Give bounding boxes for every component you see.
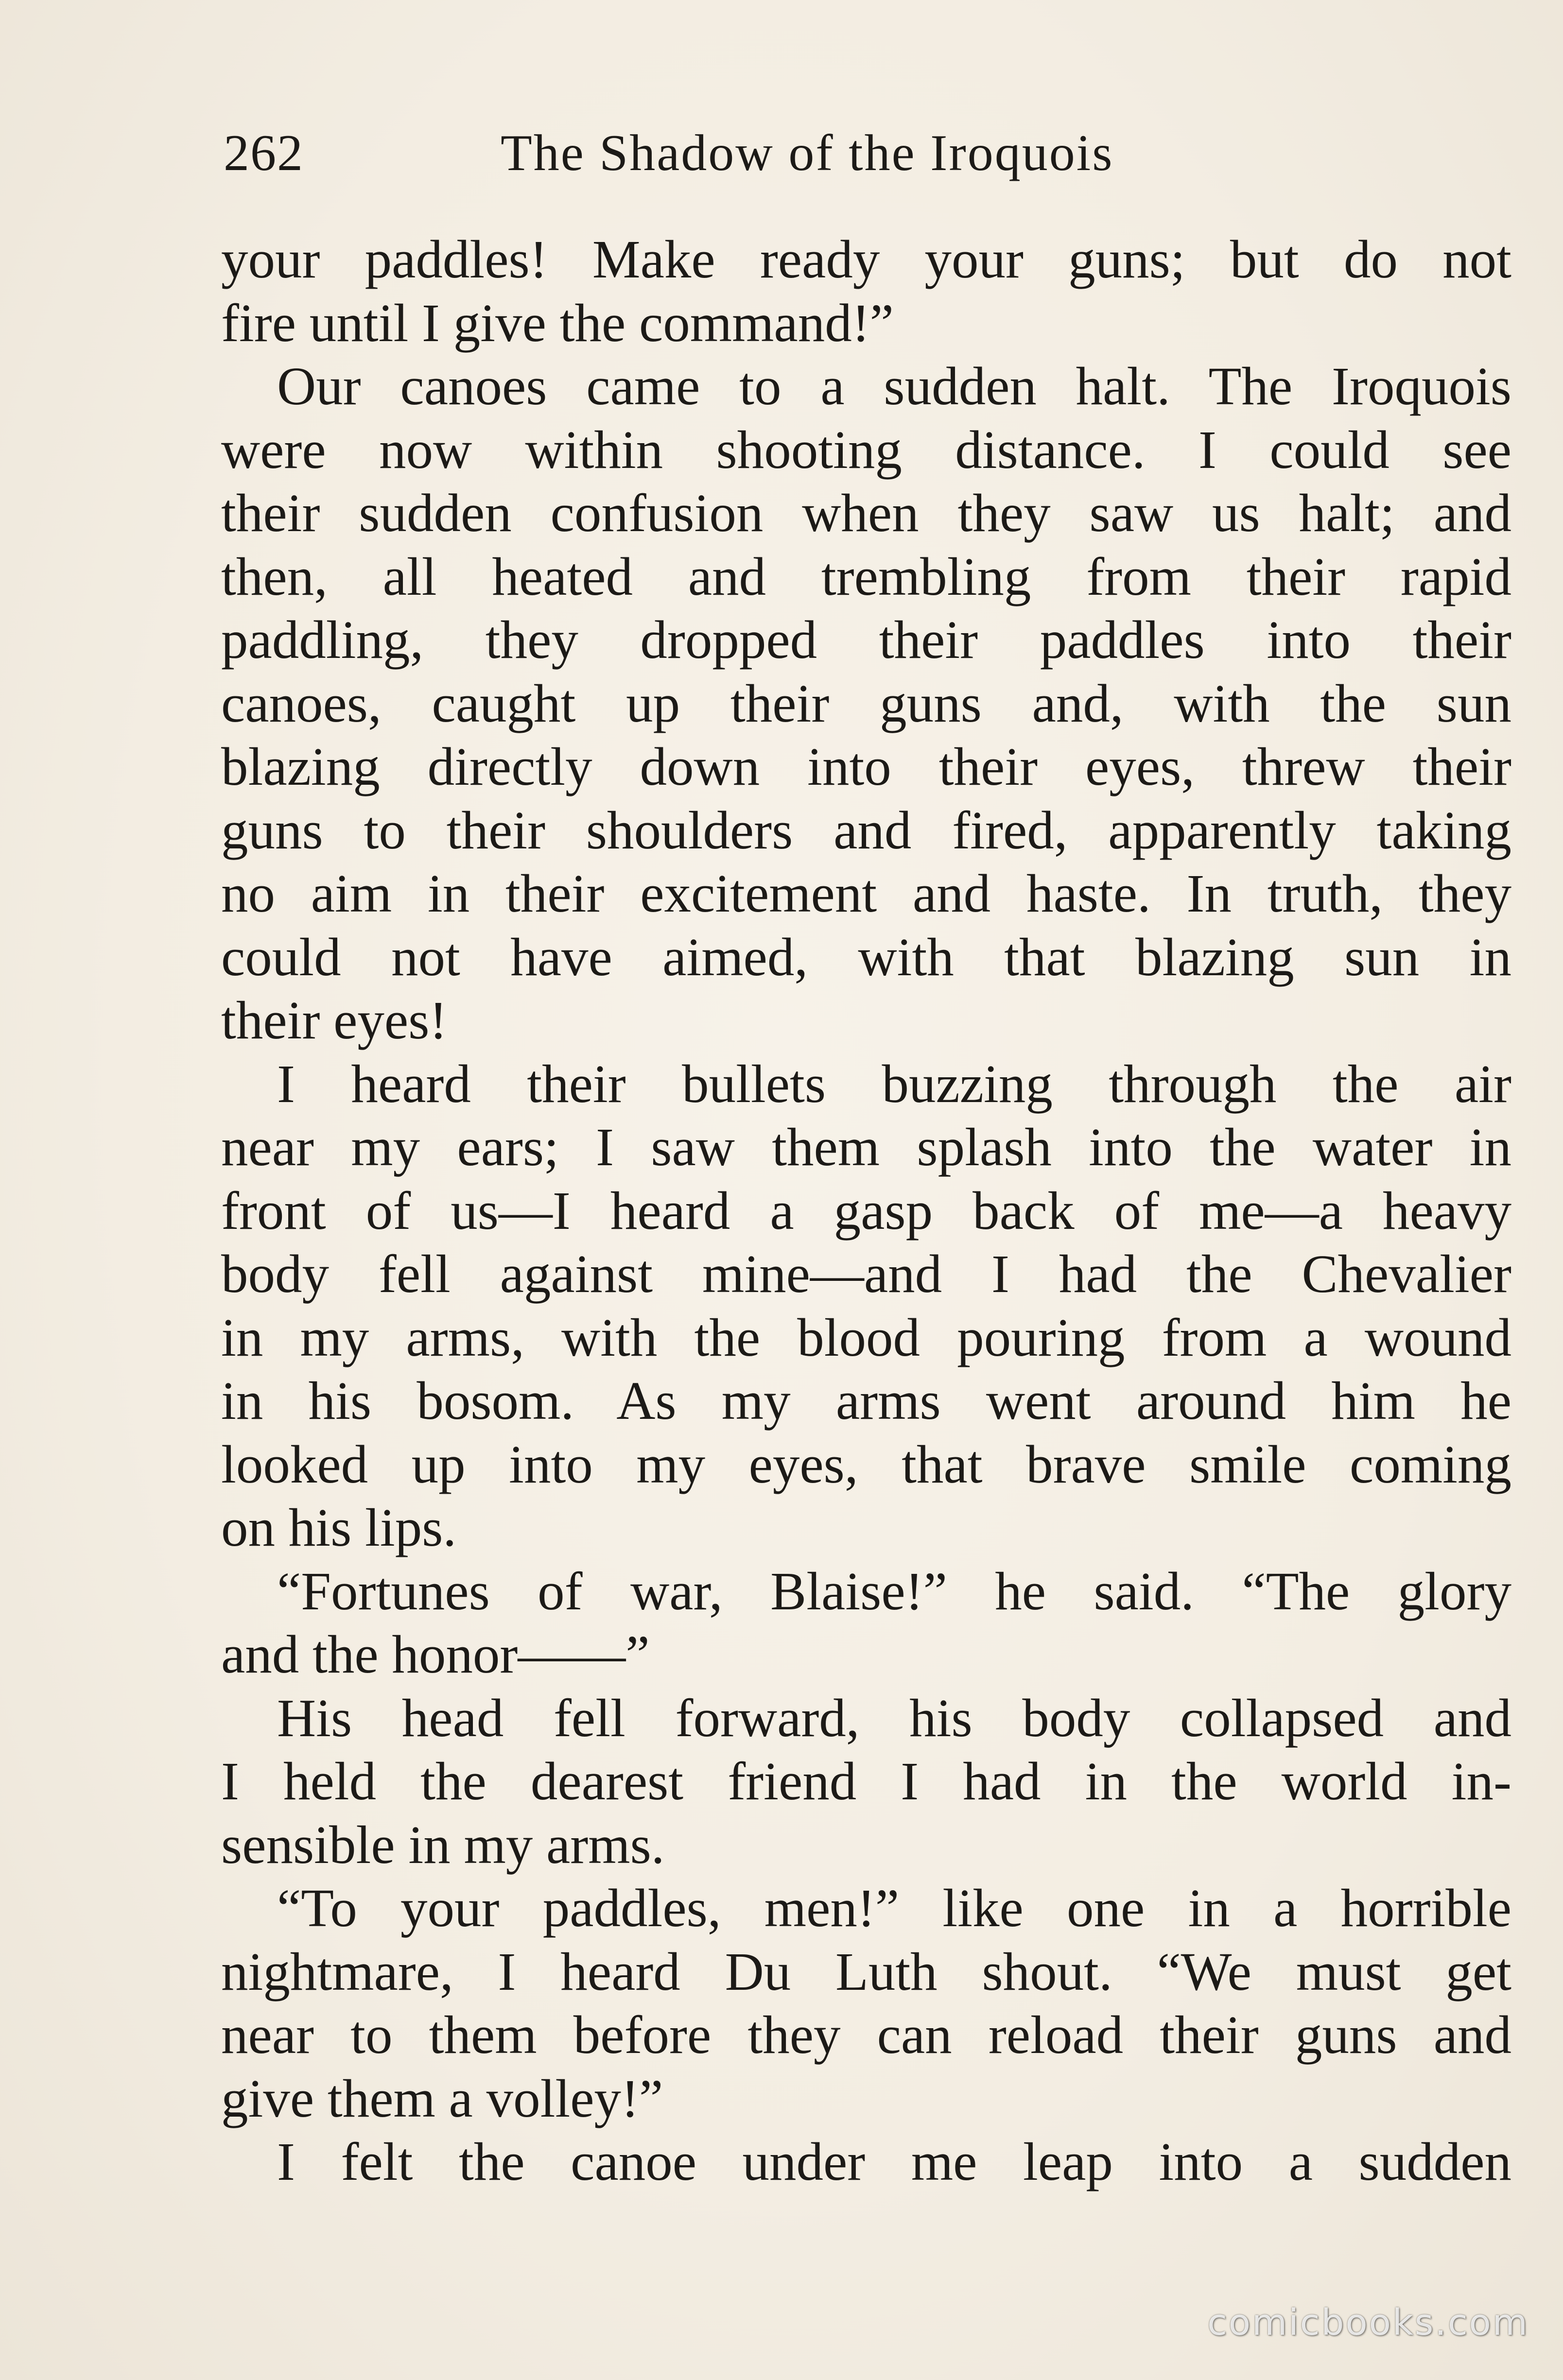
- text-line: nightmare, I heard Du Luth shout. “We must get: [221, 1942, 1511, 2002]
- watermark: comicbooks.com: [1207, 2302, 1529, 2344]
- text-line: could not have aimed, with that blazing sun in: [221, 927, 1511, 987]
- text-line: in his bosom. As my arms went around him he: [221, 1371, 1511, 1431]
- text-line: near my ears; I saw them splash into the water in: [221, 1118, 1511, 1177]
- text-line: your paddles! Make ready your guns; but do not: [221, 230, 1511, 290]
- text-line: His head fell forward, his body collapsed and: [277, 1688, 1511, 1748]
- text-line: body fell against mine—and I had the Chevalier: [221, 1244, 1511, 1304]
- book-title: The Shadow of the Iroquois: [501, 124, 1114, 181]
- running-head: [224, 117, 1516, 190]
- body-text: [221, 228, 1511, 2194]
- text-line: blazing directly down into their eyes, threw their: [221, 737, 1511, 797]
- text-line: front of us—I heard a gasp back of me—a heavy: [221, 1181, 1511, 1241]
- text-line: their sudden confusion when they saw us halt; and: [221, 483, 1511, 543]
- text-line: fire until I give the command!”: [221, 293, 894, 353]
- text-line: paddling, they dropped their paddles into their: [221, 610, 1511, 670]
- text-line: I heard their bullets buzzing through the air: [277, 1054, 1511, 1114]
- text-line: in my arms, with the blood pouring from a wound: [221, 1308, 1511, 1368]
- text-line: I felt the canoe under me leap into a sudden: [277, 2132, 1511, 2192]
- page-number: 262: [224, 124, 304, 181]
- text-line: “Fortunes of war, Blaise!” he said. “The glory: [277, 1561, 1511, 1621]
- text-line: give them a volley!”: [221, 2069, 663, 2129]
- text-line: near to them before they can reload their guns and: [221, 2005, 1511, 2065]
- text-line: looked up into my eyes, that brave smile coming: [221, 1434, 1511, 1495]
- text-line: their eyes!: [221, 991, 448, 1051]
- text-line: were now within shooting distance. I could see: [221, 420, 1511, 480]
- text-line: and the honor——”: [221, 1625, 650, 1685]
- text-line: guns to their shoulders and fired, apparently taking: [221, 800, 1511, 861]
- text-line: canoes, caught up their guns and, with the sun: [221, 673, 1511, 734]
- text-line: “To your paddles, men!” like one in a horrible: [277, 1879, 1511, 1938]
- text-line: I held the dearest friend I had in the world in-: [221, 1752, 1511, 1811]
- text-line: Our canoes came to a sudden halt. The Iroquois: [277, 357, 1511, 416]
- text-line: no aim in their excitement and haste. In truth, they: [221, 864, 1511, 924]
- text-line: on his lips.: [221, 1498, 457, 1558]
- text-line: sensible in my arms.: [221, 1815, 665, 1875]
- text-line: then, all heated and trembling from their rapid: [221, 547, 1511, 607]
